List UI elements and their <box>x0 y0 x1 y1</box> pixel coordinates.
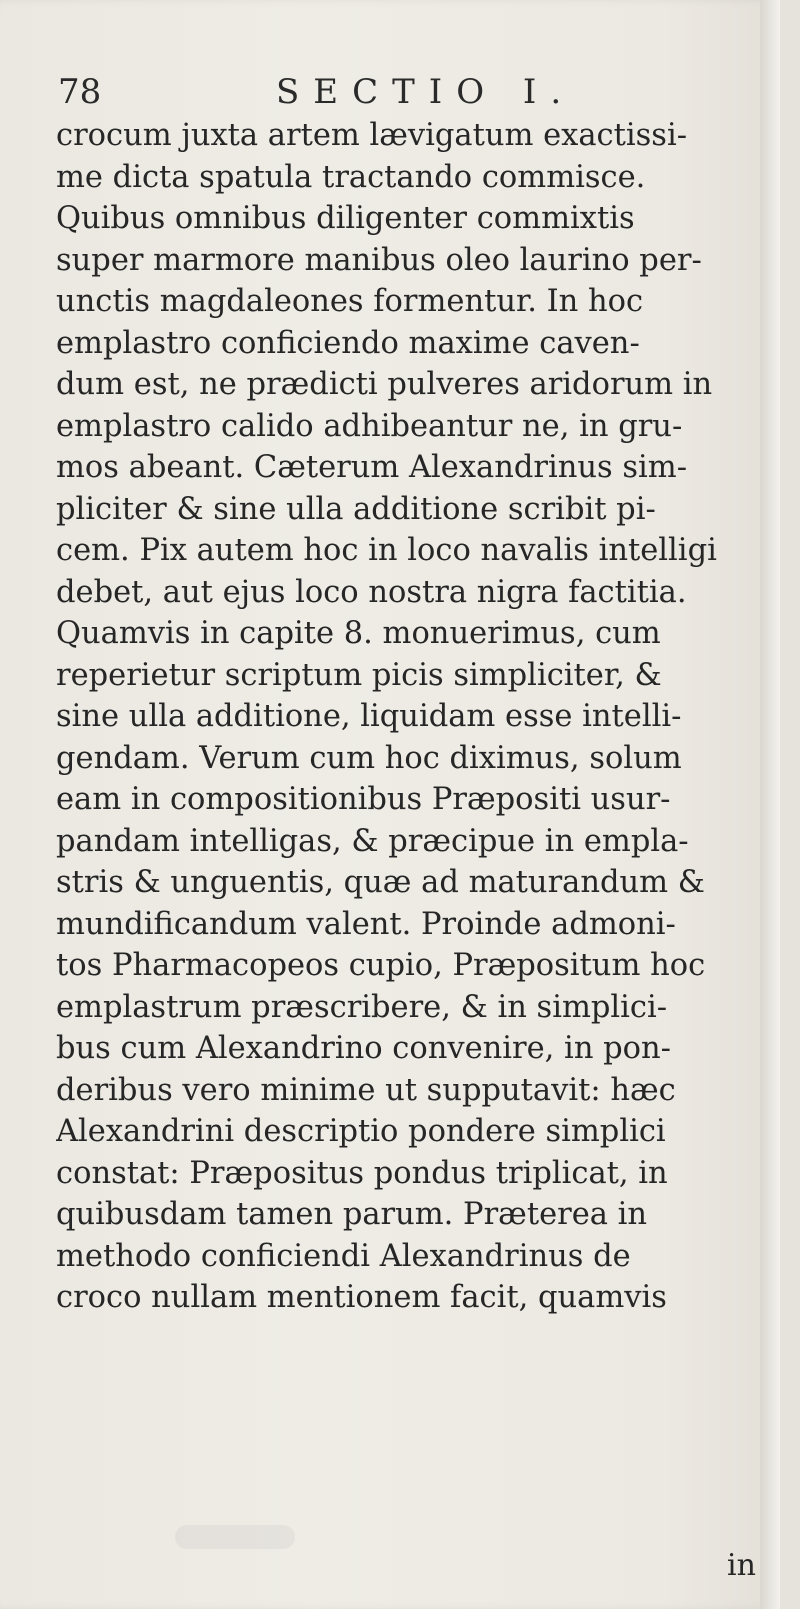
text-line: croco nullam mentionem facit, quamvis <box>56 1280 667 1315</box>
text-line: emplastro calido adhibeantur ne, in gru- <box>56 408 683 444</box>
text-line: sine ulla additione, liquidam esse intelli- <box>56 699 682 734</box>
text-line: emplastrum præscribere, & in simplici- <box>56 989 668 1025</box>
text-line: unctis magdaleones formentur. In hoc <box>56 284 644 319</box>
section-title: SECTIO I. <box>276 72 576 112</box>
text-line: methodo conficiendi Alexandrinus de <box>56 1238 631 1274</box>
text-line: Alexandrini descriptio pondere simplici <box>56 1114 666 1149</box>
body-text <box>56 115 768 1319</box>
text-line: cem. Pix autem hoc in loco navalis intelligi <box>56 533 717 568</box>
text-line: debet, aut ejus loco nostra nigra factitia. <box>56 574 687 610</box>
text-line: dum est, ne prædicti pulveres aridorum in <box>56 367 713 402</box>
text-line: mundificandum valent. Proinde admoni- <box>56 906 676 942</box>
text-line: bus cum Alexandrino convenire, in pon- <box>56 1031 671 1066</box>
text-line: reperietur scriptum picis simpliciter, & <box>56 657 662 693</box>
text-line: me dicta spatula tractando commisce. <box>56 159 646 195</box>
text-line: gendam. Verum cum hoc diximus, solum <box>56 740 682 776</box>
text-line: constat: Præpositus pondus triplicat, in <box>56 1155 668 1191</box>
text-line: Quibus omnibus diligenter commixtis <box>56 201 635 236</box>
text-line: stris & unguentis, quæ ad maturandum & <box>56 865 705 900</box>
text-line: quibusdam tamen parum. Præterea in <box>56 1197 648 1232</box>
text-line: emplastro conficiendo maxime caven- <box>56 325 640 361</box>
text-line: tos Pharmacopeos cupio, Præpositum hoc <box>56 948 706 983</box>
text-line: eam in compositionibus Præpositi usur- <box>56 782 671 817</box>
text-line: Quamvis in capite 8. monuerimus, cum <box>56 616 661 651</box>
ink-bleed-mark <box>175 1525 295 1549</box>
text-line: mos abeant. Cæterum Alexandrinus sim- <box>56 450 687 485</box>
text-line: super marmore manibus oleo laurino per- <box>56 242 702 278</box>
text-line: pandam intelligas, & præcipue in empla- <box>56 823 689 859</box>
text-line: crocum juxta artem lævigatum exactissi- <box>56 118 688 153</box>
text-line: pliciter & sine ulla additione scribit pi- <box>56 491 656 527</box>
page-number: 78 <box>58 72 102 112</box>
catchword: in <box>727 1548 756 1583</box>
text-line: deribus vero minime ut supputavit: hæc <box>56 1072 676 1108</box>
